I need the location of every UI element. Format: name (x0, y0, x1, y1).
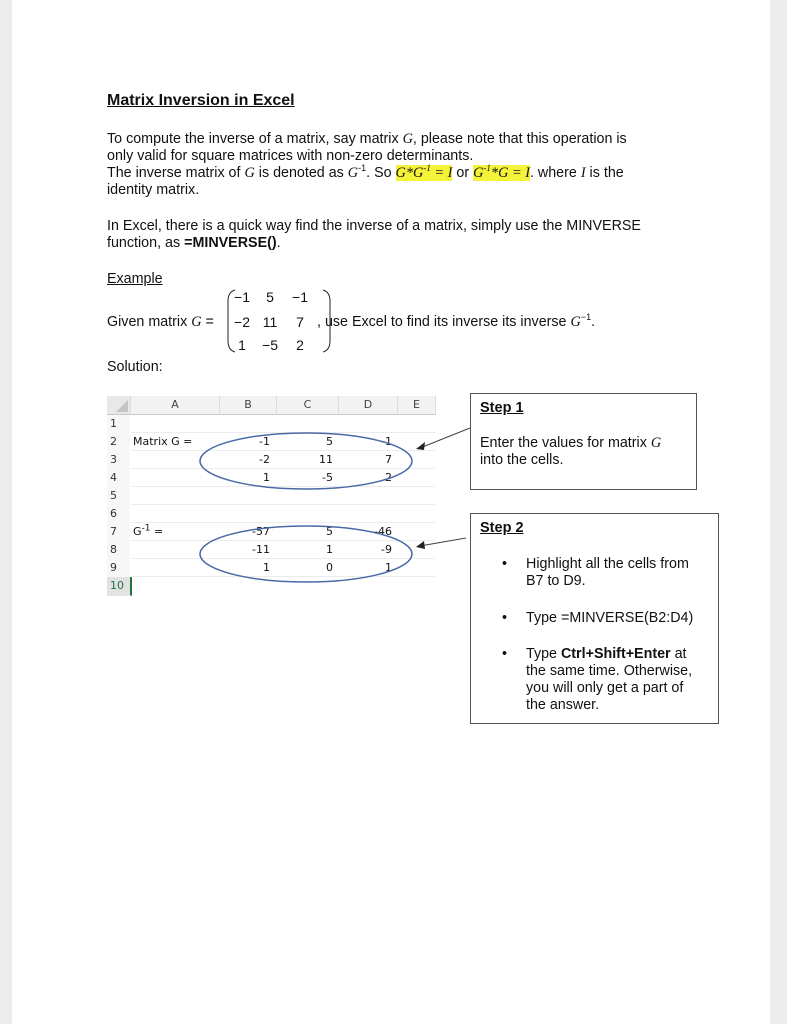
intro-text: The inverse matrix of (107, 165, 245, 181)
row-number[interactable]: 3 (107, 451, 130, 470)
row-number[interactable]: 9 (107, 559, 130, 578)
matrix-cell: 11 (262, 314, 278, 330)
step2-text: B7 to D9. (526, 573, 586, 589)
ellipse-matrix-g (200, 433, 412, 489)
inverse-symbol: G (347, 165, 359, 181)
cell-c9[interactable]: 0 (326, 561, 333, 574)
arrow-step2 (420, 538, 466, 546)
formula-text: G*G (395, 165, 424, 181)
excel-text: In Excel, there is a quick way find the inverse of a matrix, simply use the MINVERSE (107, 218, 641, 234)
solution-label: Solution: (107, 359, 163, 375)
given-text: , use Excel to find its inverse its inverse (317, 314, 571, 330)
cell-b8[interactable]: -11 (252, 543, 270, 556)
superscript: -1 (423, 163, 431, 174)
step2-bullet-2: Type =MINVERSE(B2:D4) (526, 610, 694, 626)
arrowhead-icon (416, 442, 425, 450)
column-header-e[interactable]: E (398, 396, 436, 415)
excel-text: . (276, 235, 281, 251)
inverse-symbol: G (570, 314, 581, 330)
cell-c7[interactable]: 5 (326, 525, 333, 538)
row-number[interactable]: 4 (107, 469, 130, 488)
cell-text: G (133, 525, 142, 538)
step2-bullet-1 (526, 556, 711, 590)
example-heading: Example (107, 271, 163, 287)
intro-text: or (452, 165, 474, 181)
cell-c2[interactable]: 5 (326, 435, 333, 448)
intro-text: To compute the inverse of a matrix, say matrix (107, 131, 403, 147)
cell-b7[interactable]: -57 (252, 525, 270, 538)
intro-text: is denoted as (254, 165, 348, 181)
step2-heading: Step 2 (480, 520, 524, 536)
row-number[interactable]: 5 (107, 487, 130, 506)
cell-b3[interactable]: -2 (259, 453, 270, 466)
identity-symbol: I (580, 165, 586, 181)
cell-d2[interactable]: -1 (381, 435, 392, 448)
superscript: -1 (358, 163, 367, 174)
annotation-overlay (12, 0, 770, 1024)
cell-text: = (150, 525, 164, 538)
matrix-cell: −1 (292, 289, 308, 305)
column-header-a[interactable]: A (131, 396, 220, 415)
shortcut-keys: Ctrl+Shift+Enter (560, 646, 671, 662)
matrix-g-symbol: G (244, 165, 255, 181)
superscript: -1 (483, 163, 491, 174)
step2-text: the answer. (526, 697, 600, 713)
superscript: −1 (580, 312, 592, 323)
arrow-step1 (420, 428, 470, 448)
cell-c4[interactable]: -5 (322, 471, 333, 484)
excel-text: function, as (107, 235, 185, 251)
step1-text (480, 435, 690, 469)
matrix-g-symbol: G (650, 435, 662, 451)
equals-sign: = (201, 314, 214, 330)
intro-text: only valid for square matrices with non-zero determinants. (107, 148, 474, 164)
matrix-g-symbol: G (402, 131, 413, 147)
matrix-g-symbol: G (191, 314, 202, 330)
step1-text-part: Enter the values for matrix (480, 435, 651, 451)
formula-text: G (473, 165, 484, 181)
intro-text: identity matrix. (107, 182, 200, 198)
cell-d7[interactable]: -46 (374, 525, 392, 538)
matrix-cell: −5 (262, 337, 278, 353)
column-header-d[interactable]: D (339, 396, 398, 415)
intro-text: is the (585, 165, 624, 181)
matrix-cell: −2 (234, 314, 250, 330)
formula-text: = I (430, 165, 453, 181)
column-header-c[interactable]: C (277, 396, 339, 415)
given-text: Given matrix (107, 314, 192, 330)
step2-text: at (670, 646, 687, 662)
cell-d9[interactable]: 1 (385, 561, 392, 574)
row-number[interactable]: 8 (107, 541, 130, 560)
intro-text: , please note that this operation is (412, 131, 627, 147)
step1-box (470, 393, 697, 490)
superscript: -1 (141, 523, 151, 534)
row-number[interactable]: 6 (107, 505, 130, 524)
bullet-icon: • (502, 610, 508, 626)
step2-box (470, 513, 719, 724)
step1-heading: Step 1 (480, 400, 524, 416)
ellipse-matrix-ginv (200, 526, 412, 582)
row-number[interactable]: 2 (107, 433, 130, 452)
cell-b2[interactable]: -1 (259, 435, 270, 448)
cell-b4[interactable]: 1 (263, 471, 270, 484)
document-page (12, 0, 770, 1024)
intro-text: . where (529, 165, 581, 181)
step2-text: Highlight all the cells from (526, 556, 689, 572)
cell-d8[interactable]: -9 (381, 543, 392, 556)
row-number-active[interactable]: 10 (107, 577, 132, 596)
cell-c8[interactable]: 1 (326, 543, 333, 556)
cell-a2[interactable]: Matrix G = (133, 435, 193, 448)
column-header-b[interactable]: B (220, 396, 277, 415)
cell-b9[interactable]: 1 (263, 561, 270, 574)
row-number[interactable]: 7 (107, 523, 130, 542)
matrix-cell: 7 (296, 314, 304, 330)
page-title: Matrix Inversion in Excel (107, 92, 295, 109)
formula-text: *G = I (490, 165, 530, 181)
bullet-icon: • (502, 556, 508, 572)
cell-d3[interactable]: 7 (385, 453, 392, 466)
row-number[interactable]: 1 (107, 415, 130, 434)
matrix-cell: 5 (266, 289, 274, 305)
matrix-cell: 2 (296, 337, 304, 353)
given-text: . (591, 314, 596, 330)
matrix-cell: −1 (234, 289, 250, 305)
step2-text: the same time. Otherwise, (526, 663, 693, 679)
minverse-function: =MINVERSE() (184, 235, 277, 251)
step2-text: you will only get a part of (526, 680, 684, 696)
intro-text: . So (366, 165, 396, 181)
step2-bullet-3 (526, 646, 711, 714)
step1-text-part: into the cells. (480, 452, 564, 468)
arrowhead-icon (416, 541, 425, 549)
cell-d4[interactable]: 2 (385, 471, 392, 484)
matrix-cell: 1 (238, 337, 246, 353)
step2-text: Type (526, 646, 561, 662)
cell-c3[interactable]: 11 (319, 453, 333, 466)
bullet-icon: • (502, 646, 508, 662)
